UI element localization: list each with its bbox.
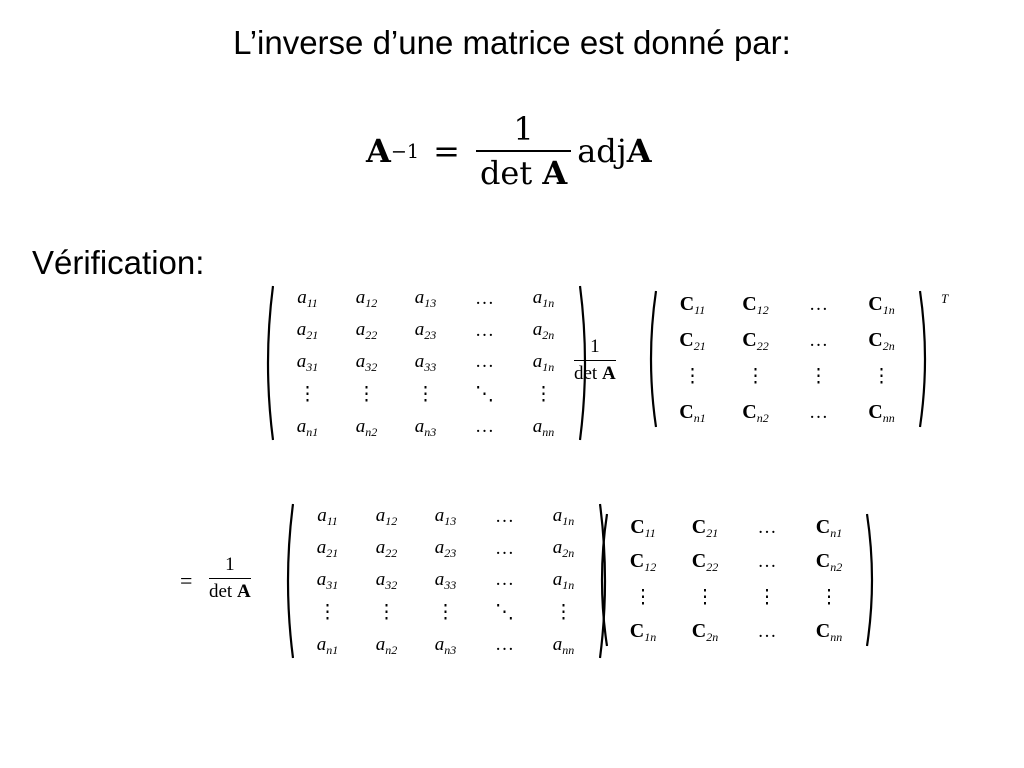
cofactor-cell: ⋮: [683, 366, 702, 388]
matrix-a-cell: $a_{23}$: [414, 319, 437, 343]
matrix-a-cell: $a_{22}$: [375, 537, 398, 561]
matrix-a-cell: $a_{1n}$: [552, 505, 575, 529]
matrix-a-row2: [282, 503, 609, 659]
verification-label: Vérification:: [32, 244, 205, 281]
fraction-denominator: det A: [476, 150, 571, 192]
matrix-a-cell: …: [495, 634, 514, 656]
matrix-a-cell: ⋱: [475, 384, 494, 406]
matrix-a-cell: $a_{23}$: [434, 537, 457, 561]
matrix-a-cell: …: [475, 416, 494, 438]
cofactor-t-cell: …: [757, 516, 777, 538]
cofactor-cell: $C_{n2}$: [742, 401, 769, 426]
matrix-a-cell: $a_{n2}$: [355, 415, 378, 439]
matrix-a-cell: $a_{13}$: [434, 505, 457, 529]
matrix-a-cell: $a_{1n}$: [552, 568, 575, 592]
cofactor-matrix-row1: [645, 290, 929, 428]
cofactor-cell: $C_{nn}$: [868, 401, 895, 426]
equals-sign: =: [433, 132, 460, 170]
matrix-a-cell: ⋮: [298, 384, 317, 406]
matrix-a-cell: $a_{nn}$: [552, 633, 575, 657]
matrix-a-row1: [262, 285, 589, 441]
scalar-fraction-row2: 1 det A: [209, 554, 251, 602]
matrix-a-cell: …: [475, 319, 494, 341]
matrix-a-cell: …: [495, 537, 514, 559]
cofactor-cell: $C_{22}$: [742, 328, 769, 353]
fraction-numerator: 1: [513, 110, 534, 148]
cofactor-cell: …: [809, 329, 828, 351]
equals-sign-row2: =: [180, 568, 193, 593]
matrix-a-cell: $a_{n2}$: [375, 633, 398, 657]
matrix-a-cell: $a_{22}$: [355, 319, 378, 343]
right-paren: [919, 290, 929, 428]
matrix-a-cell: $a_{1n}$: [532, 350, 555, 374]
matrix-a-cell: $a_{21}$: [296, 319, 319, 343]
cofactor-t-cell: $C_{12}$: [629, 550, 657, 575]
cofactor-t-cell: $C_{n2}$: [815, 550, 843, 575]
matrix-a-cell: $a_{33}$: [434, 568, 457, 592]
cofactor-cell: $C_{2n}$: [868, 328, 895, 353]
matrix-a-cell: $a_{2n}$: [552, 537, 575, 561]
matrix-a-cell: $a_{32}$: [375, 568, 398, 592]
matrix-a-cell: $a_{11}$: [297, 287, 318, 311]
transpose-superscript: T: [941, 291, 949, 306]
determinant-fraction: [476, 110, 571, 192]
matrix-a-cell: $a_{31}$: [316, 568, 339, 592]
cofactor-t-cell: $C_{22}$: [691, 550, 719, 575]
slide-title: L’inverse d’une matrice est donné par:: [233, 24, 791, 61]
cofactor-t-cell: $C_{11}$: [630, 515, 656, 540]
cofactor-cell: …: [809, 402, 828, 424]
cofactor-t-cell: $C_{2n}$: [691, 620, 719, 645]
left-paren: [282, 503, 292, 659]
matrix-a-cell: $a_{32}$: [355, 350, 378, 374]
cofactor-cell: ⋮: [809, 366, 828, 388]
left-paren: [645, 290, 655, 428]
matrix-a-cell: ⋮: [377, 602, 396, 624]
matrix-a-cell: …: [475, 351, 494, 373]
lhs-matrix: A: [366, 132, 391, 170]
cofactor-cell: ⋮: [746, 366, 765, 388]
cofactor-cell: ⋮: [872, 366, 891, 388]
cofactor-cell: $C_{21}$: [679, 328, 706, 353]
matrix-a-cell: $a_{13}$: [414, 287, 437, 311]
cofactor-matrix-transposed: [596, 513, 876, 647]
cofactor-cell: $C_{1n}$: [868, 292, 895, 317]
matrix-a-cell: …: [495, 505, 514, 527]
cofactor-cell: $C_{12}$: [742, 292, 769, 317]
matrix-a-cell: $a_{21}$: [316, 537, 339, 561]
matrix-a-cell: $a_{31}$: [296, 350, 319, 374]
cofactor-t-cell: $C_{21}$: [691, 515, 719, 540]
cofactor-t-cell: ⋮: [633, 586, 653, 608]
cofactor-t-cell: ⋮: [757, 586, 777, 608]
adj-operator: adj: [577, 132, 627, 170]
left-paren: [596, 513, 606, 647]
matrix-a-cell: $a_{n3}$: [414, 415, 437, 439]
inverse-formula: [366, 110, 652, 192]
matrix-a-cell: $a_{33}$: [414, 350, 437, 374]
cofactor-t-cell: $C_{nn}$: [815, 620, 843, 645]
cofactor-t-cell: …: [757, 551, 777, 573]
matrix-a-cell: $a_{nn}$: [532, 415, 555, 439]
scalar-fraction-row1: 1 det A: [574, 336, 616, 384]
cofactor-t-cell: …: [757, 621, 777, 643]
cofactor-cell: $C_{11}$: [679, 292, 706, 317]
matrix-a-cell: $a_{n3}$: [434, 633, 457, 657]
right-paren: [866, 513, 876, 647]
cofactor-t-cell: ⋮: [819, 586, 839, 608]
matrix-a-cell: …: [495, 569, 514, 591]
matrix-a-cell: $a_{12}$: [355, 287, 378, 311]
cofactor-t-cell: $C_{1n}$: [629, 620, 657, 645]
matrix-a-cell: …: [475, 287, 494, 309]
matrix-a-cell: ⋱: [495, 602, 514, 624]
left-paren: [262, 285, 272, 441]
matrix-a-cell: $a_{2n}$: [532, 319, 555, 343]
matrix-a-cell: ⋮: [534, 384, 553, 406]
matrix-a-cell: ⋮: [416, 384, 435, 406]
matrix-a-cell: ⋮: [436, 602, 455, 624]
matrix-a-cell: $a_{n1}$: [296, 415, 319, 439]
adj-matrix: A: [626, 132, 652, 170]
matrix-a-cell: $a_{11}$: [317, 505, 338, 529]
matrix-a-cell: $a_{n1}$: [316, 633, 339, 657]
lhs-exponent: −1: [390, 139, 420, 163]
matrix-a-cell: $a_{12}$: [375, 505, 398, 529]
matrix-a-cell: $a_{1n}$: [532, 287, 555, 311]
matrix-a-cell: ⋮: [318, 602, 337, 624]
cofactor-cell: $C_{n1}$: [679, 401, 706, 426]
cofactor-t-cell: $C_{n1}$: [815, 515, 843, 540]
cofactor-t-cell: ⋮: [695, 586, 715, 608]
cofactor-cell: …: [809, 293, 828, 315]
matrix-a-cell: ⋮: [357, 384, 376, 406]
matrix-a-cell: ⋮: [554, 602, 573, 624]
